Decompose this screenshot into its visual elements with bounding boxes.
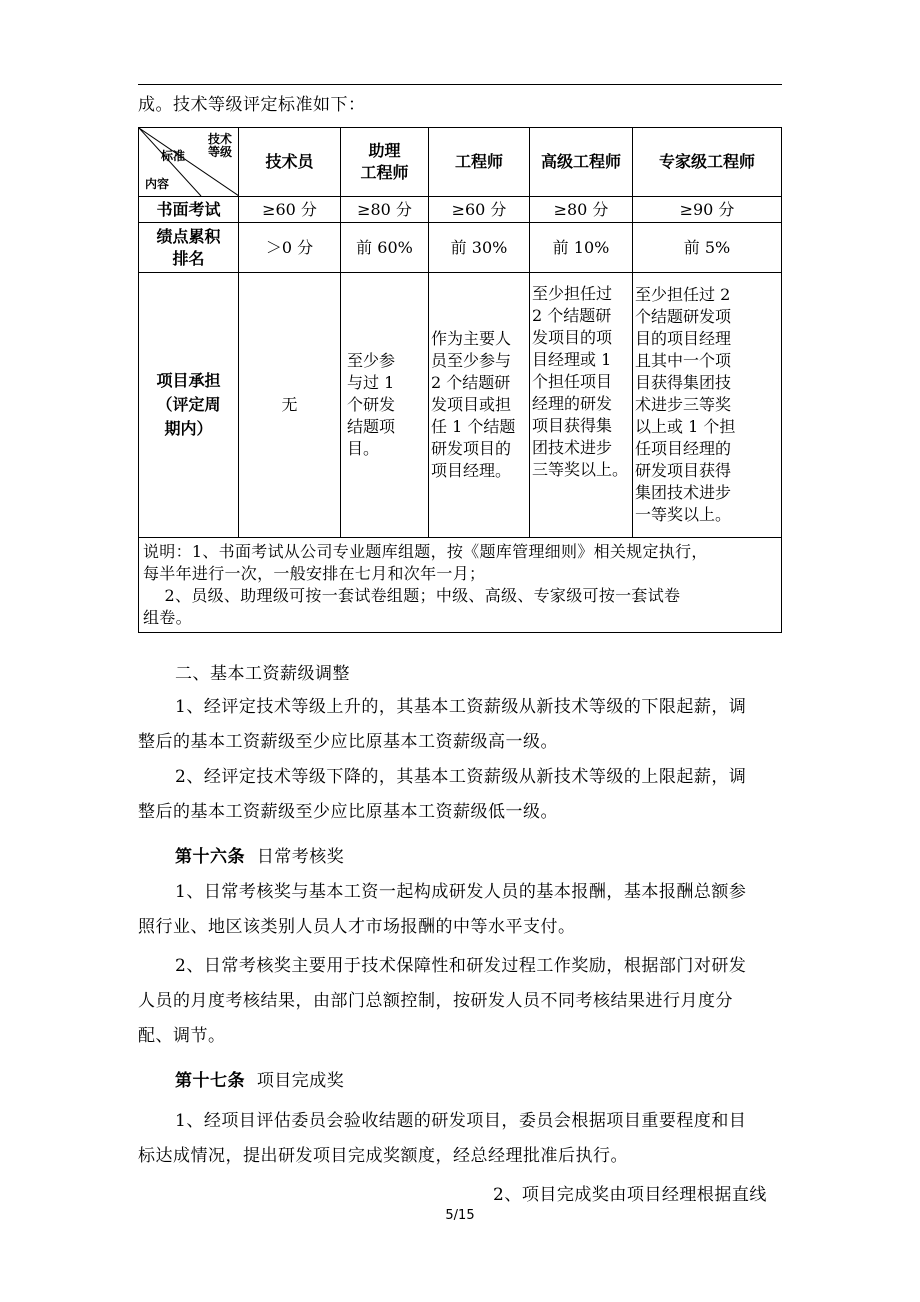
- paragraph-line: 2、项目完成奖由项目经理根据直线: [493, 1185, 767, 1205]
- corner-cell: [139, 128, 239, 197]
- table-cell: 作为主要人 员至少参与 2 个结题研 发项目或担 任 1 个结题 研发项目的 项目经理。: [429, 273, 530, 538]
- table-cell: ＞0 分: [239, 223, 341, 273]
- paragraph-line: 1、经评定技术等级上升的，其基本工资薪级从新技术等级的下限起薪，调: [175, 697, 747, 717]
- table-cell: 前 5%: [633, 223, 782, 273]
- paragraph-line: 整后的基本工资薪级至少应比原基本工资薪级高一级。: [138, 732, 558, 752]
- article-17-heading: [175, 1071, 344, 1091]
- paragraph-line: 1、经项目评估委员会验收结题的研发项目，委员会根据项目重要程度和目: [175, 1111, 747, 1131]
- table-note: 说明：1、书面考试从公司专业题库组题，按《题库管理细则》相关规定执行， 每半年进行一次，一般安排在七月和次年一月； 2、员级、助理级可按一套试卷组题；中级、高级、专家级可按一套试卷 组卷。: [139, 538, 782, 633]
- paragraph-line: 整后的基本工资薪级至少应比原基本工资薪级低一级。: [138, 802, 558, 822]
- row-label: 项目承担 （评定周 期内）: [139, 273, 239, 538]
- paragraph-line: 标达成情况，提出研发项目完成奖额度，经总经理批准后执行。: [138, 1146, 628, 1166]
- page-number: 5/15: [445, 1208, 475, 1223]
- level-header: 高级工程师: [530, 128, 633, 197]
- table-cell: ≥90 分: [633, 197, 782, 223]
- table-cell: 无: [239, 273, 341, 538]
- header-rule: [138, 84, 782, 85]
- grade-standard-table: [138, 127, 782, 633]
- table-cell: 前 30%: [429, 223, 530, 273]
- paragraph-line: 人员的月度考核结果，由部门总额控制，按研发人员不同考核结果进行月度分: [138, 991, 733, 1011]
- table-cell: 至少参 与过 1 个研发 结题项 目。: [341, 273, 429, 538]
- article-label: 第十六条: [175, 847, 245, 867]
- table-cell: ≥60 分: [239, 197, 341, 223]
- corner-grade-label: 技术 等级: [207, 132, 232, 159]
- paragraph-line: 配、调节。: [138, 1026, 226, 1046]
- row-label: 书面考试: [139, 197, 239, 223]
- article-title: 日常考核奖: [256, 847, 345, 867]
- level-header: 工程师: [429, 128, 530, 197]
- section-heading: 二、基本工资薪级调整: [175, 664, 350, 684]
- table-row: [139, 273, 782, 538]
- paragraph-line: 2、日常考核奖主要用于技术保障性和研发过程工作奖励，根据部门对研发: [175, 956, 747, 976]
- level-header: 专家级工程师: [633, 128, 782, 197]
- table-cell: 前 10%: [530, 223, 633, 273]
- paragraph-line: 2、经评定技术等级下降的，其基本工资薪级从新技术等级的上限起薪，调: [175, 767, 747, 787]
- table-cell: 至少担任过 2 个结题研 发项目的项 目经理或 1 个担任项目 经理的研发 项目获得集 团技术进步 三等奖以上。: [530, 273, 633, 538]
- paragraph-line: 照行业、地区该类别人员人才市场报酬的中等水平支付。: [138, 917, 576, 937]
- article-title: 项目完成奖: [256, 1071, 345, 1091]
- table-cell: ≥80 分: [341, 197, 429, 223]
- table-row: [139, 197, 782, 223]
- intro-text: 成。技术等级评定标准如下：: [138, 95, 366, 115]
- corner-standard-label: 标准: [161, 149, 186, 163]
- article-label: 第十七条: [175, 1071, 245, 1091]
- table-note-row: [139, 538, 782, 633]
- table-header-row: [139, 128, 782, 197]
- row-label: 绩点累积 排名: [139, 223, 239, 273]
- paragraph-line: 1、日常考核奖与基本工资一起构成研发人员的基本报酬，基本报酬总额参: [175, 882, 747, 902]
- table-cell: 前 60%: [341, 223, 429, 273]
- article-16-heading: [175, 847, 344, 867]
- table-cell: ≥60 分: [429, 197, 530, 223]
- table-cell: 至少担任过 2 个结题研发项 目的项目经理 且其中一个项 目获得集团技 术进步三等奖 以上或 1 个担 任项目经理的 研发项目获得 集团技术进步 一等奖以上。: [633, 273, 782, 538]
- level-header: 助理 工程师: [341, 128, 429, 197]
- table-cell: ≥80 分: [530, 197, 633, 223]
- corner-content-label: 内容: [145, 177, 170, 191]
- table-row: [139, 223, 782, 273]
- level-header: 技术员: [239, 128, 341, 197]
